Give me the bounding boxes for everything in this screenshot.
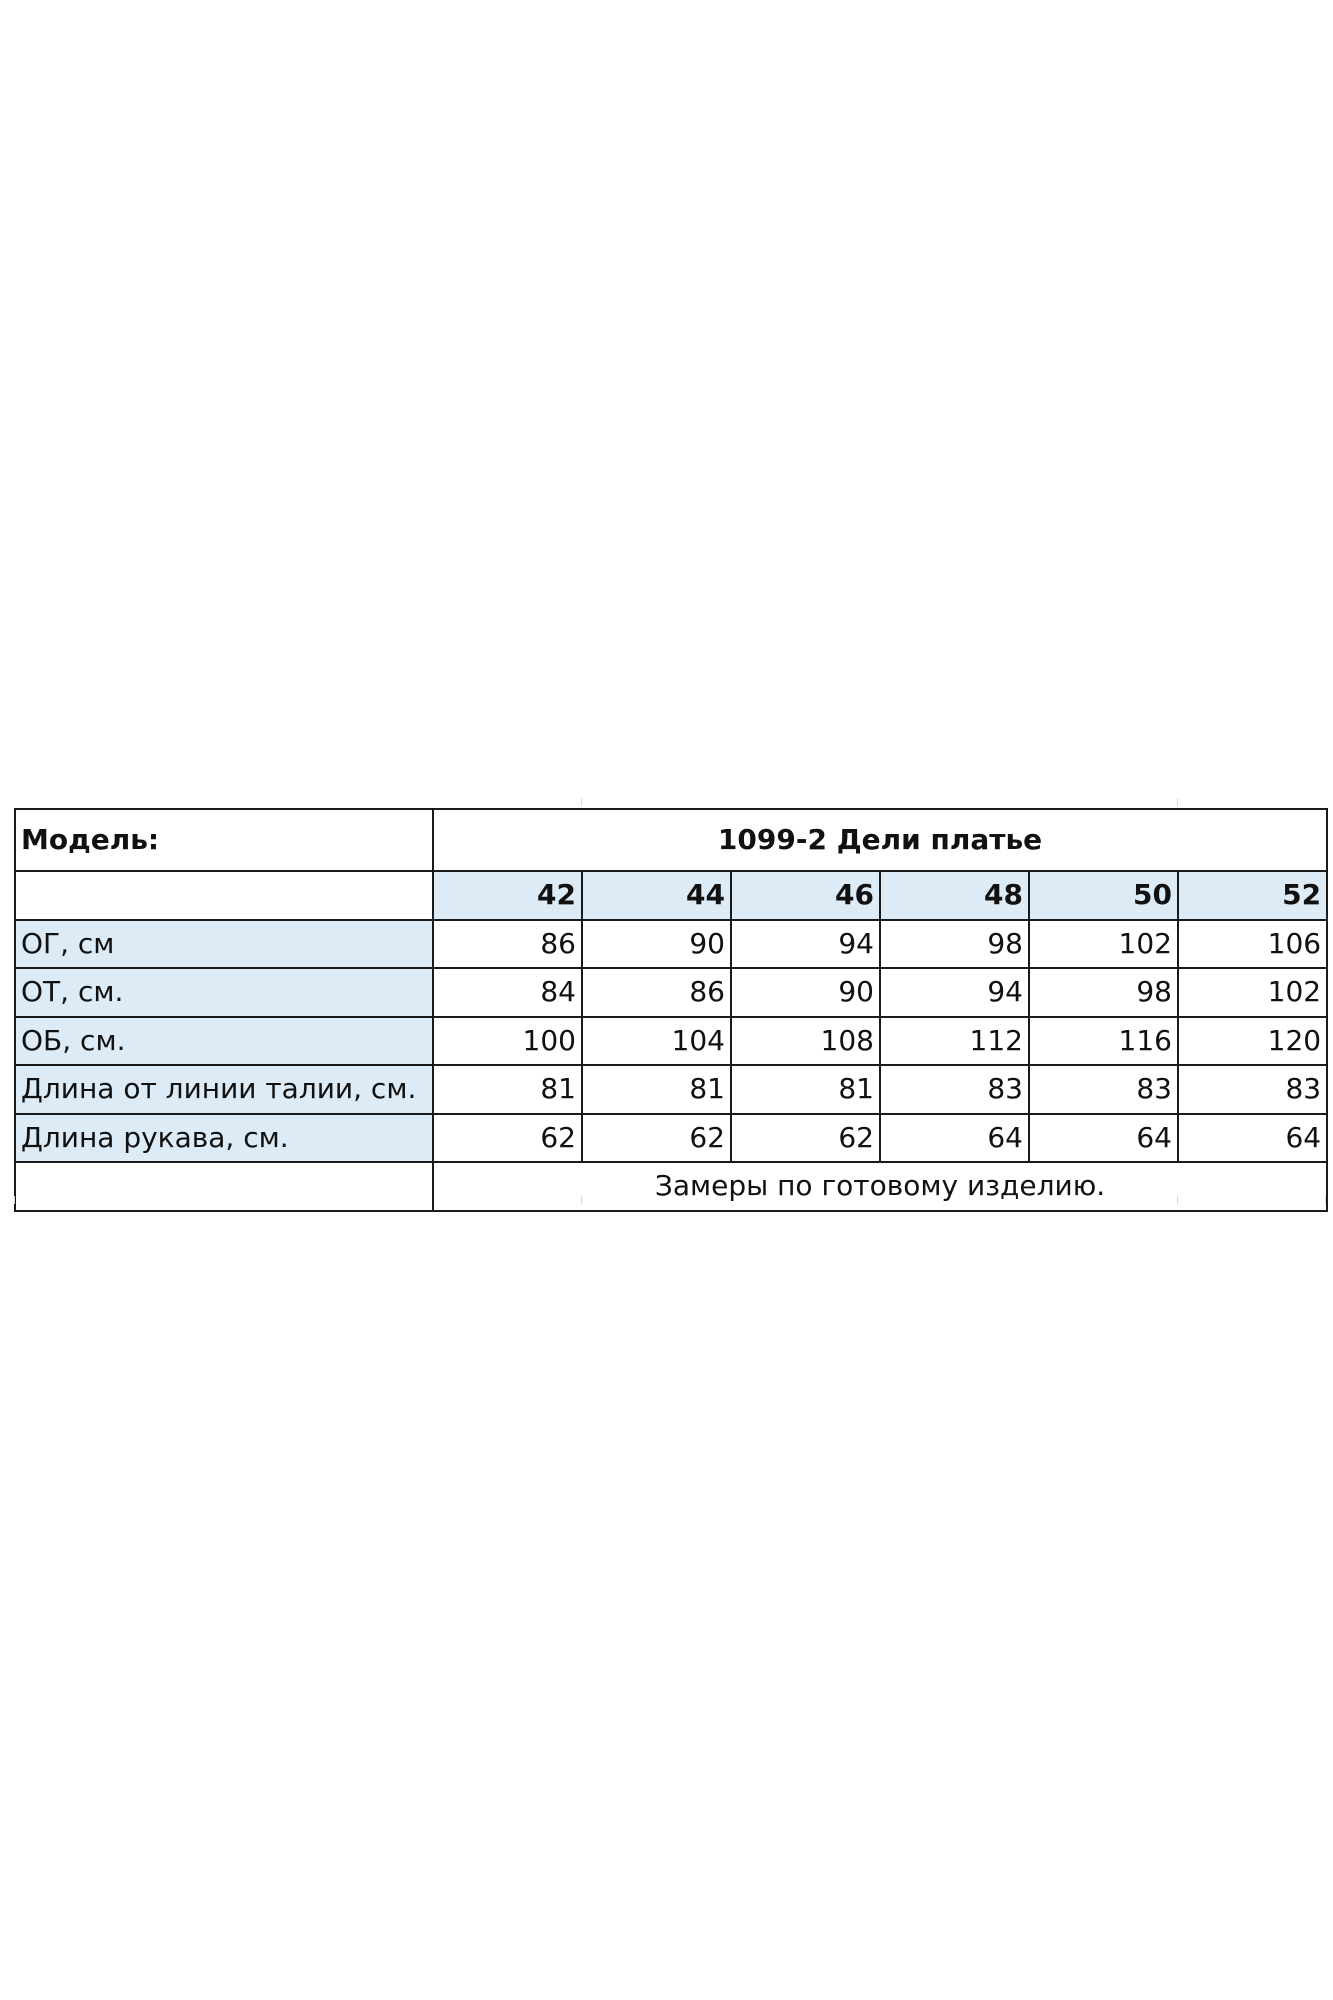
size-header: 44 bbox=[582, 871, 731, 920]
value-cell: 84 bbox=[433, 968, 582, 1017]
value-cell: 81 bbox=[433, 1065, 582, 1114]
value-cell: 83 bbox=[880, 1065, 1029, 1114]
value-cell: 116 bbox=[1029, 1017, 1178, 1066]
table-row bbox=[15, 1114, 1327, 1163]
table-row bbox=[15, 1065, 1327, 1114]
gridline-tick bbox=[581, 798, 582, 806]
size-header-row bbox=[15, 871, 1327, 920]
value-cell: 98 bbox=[880, 920, 1029, 969]
value-cell: 90 bbox=[731, 968, 880, 1017]
table-row bbox=[15, 1017, 1327, 1066]
value-cell: 98 bbox=[1029, 968, 1178, 1017]
gridline-tick bbox=[1177, 798, 1178, 806]
size-chart-table bbox=[14, 808, 1328, 1212]
value-cell: 102 bbox=[1029, 920, 1178, 969]
value-cell: 64 bbox=[1178, 1114, 1327, 1163]
row-label: ОТ, см. bbox=[15, 968, 433, 1017]
value-cell: 62 bbox=[582, 1114, 731, 1163]
value-cell: 94 bbox=[731, 920, 880, 969]
row-label: ОБ, см. bbox=[15, 1017, 433, 1066]
value-cell: 94 bbox=[880, 968, 1029, 1017]
value-cell: 81 bbox=[731, 1065, 880, 1114]
gridline-tick bbox=[581, 1196, 582, 1204]
gridline-tick bbox=[1177, 1196, 1178, 1204]
value-cell: 86 bbox=[582, 968, 731, 1017]
value-cell: 83 bbox=[1178, 1065, 1327, 1114]
value-cell: 106 bbox=[1178, 920, 1327, 969]
value-cell: 81 bbox=[582, 1065, 731, 1114]
gridline-tick bbox=[1325, 1196, 1326, 1204]
size-header: 42 bbox=[433, 871, 582, 920]
model-label: Модель: bbox=[15, 809, 433, 871]
measurement-note: Замеры по готовому изделию. bbox=[433, 1162, 1327, 1211]
value-cell: 104 bbox=[582, 1017, 731, 1066]
value-cell: 112 bbox=[880, 1017, 1029, 1066]
value-cell: 83 bbox=[1029, 1065, 1178, 1114]
value-cell: 100 bbox=[433, 1017, 582, 1066]
table-row bbox=[15, 920, 1327, 969]
value-cell: 120 bbox=[1178, 1017, 1327, 1066]
value-cell: 64 bbox=[880, 1114, 1029, 1163]
value-cell: 62 bbox=[433, 1114, 582, 1163]
row-label: Длина от линии талии, см. bbox=[15, 1065, 433, 1114]
value-cell: 64 bbox=[1029, 1114, 1178, 1163]
value-cell: 90 bbox=[582, 920, 731, 969]
value-cell: 86 bbox=[433, 920, 582, 969]
value-cell: 62 bbox=[731, 1114, 880, 1163]
value-cell: 102 bbox=[1178, 968, 1327, 1017]
row-label: ОГ, см bbox=[15, 920, 433, 969]
empty-corner-cell bbox=[15, 871, 433, 920]
size-header: 50 bbox=[1029, 871, 1178, 920]
table-row bbox=[15, 968, 1327, 1017]
title-row bbox=[15, 809, 1327, 871]
gridline-tick bbox=[14, 1196, 15, 1204]
model-title: 1099-2 Дели платье bbox=[433, 809, 1327, 871]
note-row bbox=[15, 1162, 1327, 1211]
size-header: 48 bbox=[880, 871, 1029, 920]
size-header: 46 bbox=[731, 871, 880, 920]
size-header: 52 bbox=[1178, 871, 1327, 920]
value-cell: 108 bbox=[731, 1017, 880, 1066]
empty-note-label-cell bbox=[15, 1162, 433, 1211]
row-label: Длина рукава, см. bbox=[15, 1114, 433, 1163]
